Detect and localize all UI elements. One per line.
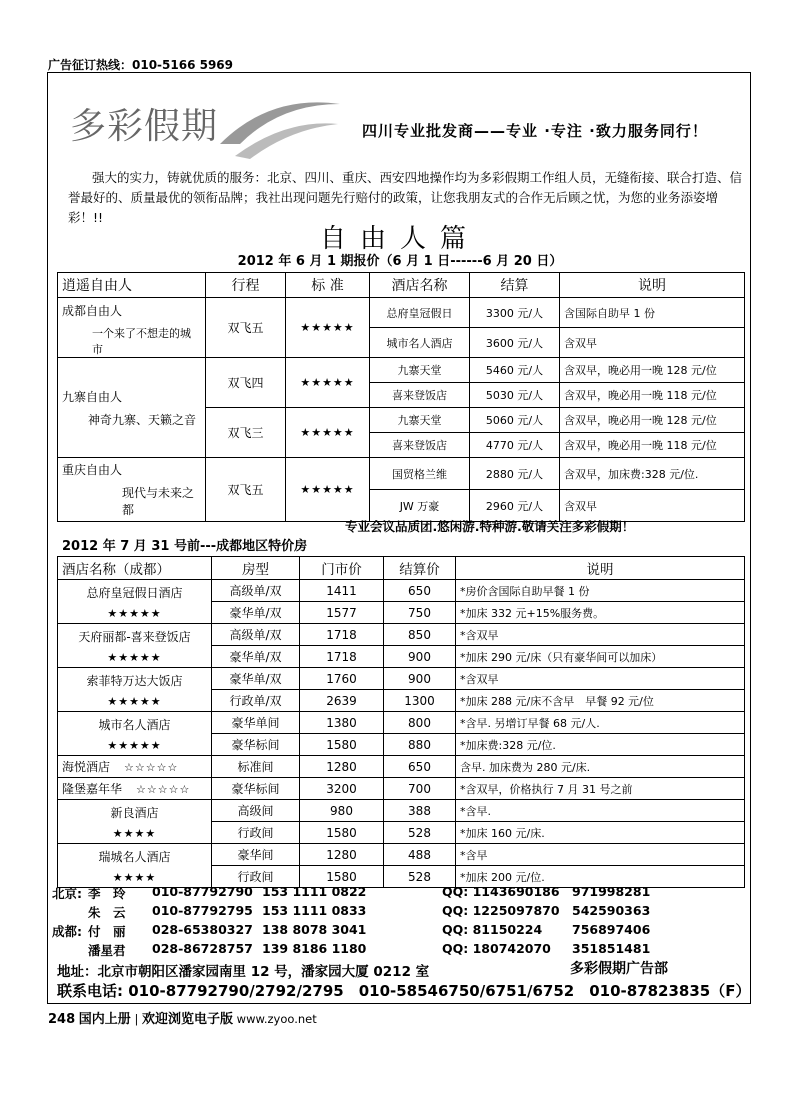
contact-qq-alt: 351851481 xyxy=(572,941,651,956)
product-subtitle: 一个来了不想走的城市 xyxy=(92,327,191,356)
note: *含双早 xyxy=(456,668,745,690)
column-header: 说明 xyxy=(456,557,745,580)
section-title: 自由人篇 xyxy=(319,224,480,254)
room-type: 标准间 xyxy=(212,756,300,778)
table-row xyxy=(58,668,745,690)
room-type: 高级单/双 xyxy=(212,580,300,602)
hotel-cell xyxy=(58,668,212,712)
hotel-cell xyxy=(58,800,212,844)
star-rating: ★★★★★ xyxy=(107,606,162,620)
table-row xyxy=(58,844,745,866)
hotel-name: 城市名人酒店 xyxy=(370,328,470,358)
note: 含双早，加床费:328 元/位. xyxy=(560,458,745,490)
note: *含双早 xyxy=(456,624,745,646)
note: *加床 290 元/床（只有豪华间可以加床） xyxy=(456,646,745,668)
net-rate: 1300 xyxy=(384,690,456,712)
room-type: 行政间 xyxy=(212,866,300,888)
department: 多彩假期广告部 xyxy=(570,961,668,977)
net-rate: 388 xyxy=(384,800,456,822)
note: *含早. 另增订早餐 68 元/人. xyxy=(456,712,745,734)
table-row xyxy=(58,580,745,602)
price: 2880 元/人 xyxy=(470,458,560,490)
contact-qq-alt: 756897406 xyxy=(572,922,651,937)
star-rating: ★★★★★ xyxy=(286,298,370,358)
column-header: 结算 xyxy=(470,273,560,298)
table-row xyxy=(58,298,745,328)
contact-phones: 联系电话: 010-87792790/2792/2795 010-58546750/6751/6752 010-87823835（F） xyxy=(57,982,751,1000)
note: *加床 332 元+15%服务费。 xyxy=(456,602,745,624)
room-type: 豪华单间 xyxy=(212,712,300,734)
rack-rate: 1718 xyxy=(300,646,384,668)
note: 含双早 xyxy=(560,328,745,358)
price: 3300 元/人 xyxy=(470,298,560,328)
contact-tel: 028-86728757 xyxy=(152,941,253,956)
rack-rate: 1280 xyxy=(300,756,384,778)
note: *房价含国际自助早餐 1 份 xyxy=(456,580,745,602)
rack-rate: 980 xyxy=(300,800,384,822)
note: *含早 xyxy=(456,844,745,866)
hotel-cell xyxy=(58,756,212,778)
price: 5460 元/人 xyxy=(470,358,560,383)
product-name: 九寨自由人 xyxy=(62,389,123,404)
note: 含双早，晚必用一晚 118 元/位 xyxy=(560,433,745,458)
room-type: 行政间 xyxy=(212,822,300,844)
star-rating: ★★★★★ xyxy=(286,408,370,458)
contact-mobile: 153 1111 0822 xyxy=(262,884,367,899)
hotel-cell xyxy=(58,778,212,800)
note: *含双早，价格执行 7 月 31 号之前 xyxy=(456,778,745,800)
hotel-name: JW 万豪 xyxy=(370,490,470,522)
special-rooms-table xyxy=(57,556,745,888)
room-type: 豪华单/双 xyxy=(212,602,300,624)
contact-tel: 010-87792790 xyxy=(152,884,253,899)
ad-hotline: 广告征订热线：010-5166 5969 xyxy=(48,58,234,72)
hotel-name: 总府皇冠假日 xyxy=(370,298,470,328)
contact-tel: 028-65380327 xyxy=(152,922,253,937)
net-rate: 900 xyxy=(384,646,456,668)
price: 4770 元/人 xyxy=(470,433,560,458)
note: *加床 200 元/位. xyxy=(456,866,745,888)
net-rate: 900 xyxy=(384,668,456,690)
intro-paragraph: 强大的实力，铸就优质的服务：北京、四川、重庆、西安四地操作均为多彩假期工作组人员，无缝衔接、联合打造、信誉最好的、质量最优的领衔品牌；我社出现问题先行赔付的政策，让您我朋友式的合作无后顾之忧，为您的业务添姿增彩！!! xyxy=(68,170,743,225)
product-cell xyxy=(58,298,206,358)
star-rating: ★★★★ xyxy=(112,870,157,884)
note: 含双早，晚必用一晚 128 元/位 xyxy=(560,408,745,433)
hotel-name: 隆堡嘉年华 xyxy=(62,782,123,796)
net-rate: 488 xyxy=(384,844,456,866)
note: 含双早，晚必用一晚 118 元/位 xyxy=(560,383,745,408)
note: *加床 160 元/床. xyxy=(456,822,745,844)
hotel-cell xyxy=(58,844,212,888)
logo-text: 多彩假期 xyxy=(70,106,219,147)
room-type: 豪华标间 xyxy=(212,778,300,800)
column-header: 酒店名称（成都） xyxy=(58,557,212,580)
room-type: 豪华间 xyxy=(212,844,300,866)
price: 5030 元/人 xyxy=(470,383,560,408)
price-period: 2012 年 6 月 1 期报价（6 月 1 日------6 月 20 日） xyxy=(237,254,563,269)
contact-tel: 010-87792795 xyxy=(152,903,253,918)
column-header: 说明 xyxy=(560,273,745,298)
hotel-name: 九寨天堂 xyxy=(370,408,470,433)
room-type: 豪华标间 xyxy=(212,734,300,756)
contact-qq: QQ: 180742070 xyxy=(442,941,551,956)
net-rate: 750 xyxy=(384,602,456,624)
contact-qq-alt: 971998281 xyxy=(572,884,651,899)
column-header: 酒店名称 xyxy=(370,273,470,298)
rack-rate: 1577 xyxy=(300,602,384,624)
hotel-name: 总府皇冠假日酒店 xyxy=(86,585,183,600)
trip-cell: 双飞四 xyxy=(206,358,286,408)
contact-qq: QQ: 1143690186 xyxy=(442,884,560,899)
contact-mobile: 138 8078 3041 xyxy=(262,922,367,937)
trip-cell: 双飞五 xyxy=(206,298,286,358)
column-header: 房型 xyxy=(212,557,300,580)
net-rate: 880 xyxy=(384,734,456,756)
address: 地址：北京市朝阳区潘家园南里 12 号，潘家园大厦 0212 室 xyxy=(57,964,430,980)
star-rating: ★★★★★ xyxy=(107,738,162,752)
net-rate: 850 xyxy=(384,624,456,646)
rack-rate: 1760 xyxy=(300,668,384,690)
column-header: 结算价 xyxy=(384,557,456,580)
table-row xyxy=(58,712,745,734)
rack-rate: 2639 xyxy=(300,690,384,712)
contact-qq-alt: 542590363 xyxy=(572,903,651,918)
table-row xyxy=(58,624,745,646)
free-travel-table xyxy=(57,272,745,522)
hotel-cell xyxy=(58,712,212,756)
hotel-name: 喜来登饭店 xyxy=(370,433,470,458)
hotel-name: 国贸格兰维 xyxy=(370,458,470,490)
net-rate: 528 xyxy=(384,822,456,844)
hotel-name: 新良酒店 xyxy=(110,805,159,820)
note: *含早. xyxy=(456,800,745,822)
star-rating: ★★★★★ xyxy=(286,458,370,522)
page-number: 248 xyxy=(48,1012,76,1027)
hotel-name: 天府丽都-喜来登饭店 xyxy=(78,629,191,644)
star-rating: ★★★★★ xyxy=(107,694,162,708)
contact-city: 成都: xyxy=(52,924,82,939)
footer-url[interactable]: www.zyoo.net xyxy=(236,1012,317,1026)
column-header: 门市价 xyxy=(300,557,384,580)
table-row xyxy=(58,756,745,778)
product-subtitle: 神奇九寨、天籁之音 xyxy=(88,412,197,427)
room-type: 行政单/双 xyxy=(212,690,300,712)
price: 2960 元/人 xyxy=(470,490,560,522)
table-row xyxy=(58,800,745,822)
star-rating: ☆☆☆☆☆ xyxy=(136,783,191,796)
note: 含双早，晚必用一晚 128 元/位 xyxy=(560,358,745,383)
hotel-name: 瑞城名人酒店 xyxy=(98,849,171,864)
service-note: 专业会议品质团.悠闲游.特种游.敬请关注多彩假期！ xyxy=(345,519,635,534)
room-type: 豪华单/双 xyxy=(212,646,300,668)
star-rating: ★★★★★ xyxy=(107,650,162,664)
rack-rate: 1580 xyxy=(300,822,384,844)
contact-name: 朱 云 xyxy=(88,905,126,920)
rack-rate: 1411 xyxy=(300,580,384,602)
contact-name: 付 丽 xyxy=(88,924,126,939)
star-rating: ★★★★ xyxy=(112,826,157,840)
note: *加床 288 元/床不含早 早餐 92 元/位 xyxy=(456,690,745,712)
room-type: 豪华单/双 xyxy=(212,668,300,690)
page-footer xyxy=(48,1008,317,1027)
net-rate: 650 xyxy=(384,580,456,602)
rack-rate: 1580 xyxy=(300,734,384,756)
table-header-row xyxy=(58,273,745,298)
rack-rate: 1718 xyxy=(300,624,384,646)
star-rating: ☆☆☆☆☆ xyxy=(124,761,179,774)
contact-mobile: 153 1111 0833 xyxy=(262,903,367,918)
table-row xyxy=(58,358,745,383)
room-type: 高级间 xyxy=(212,800,300,822)
rack-rate: 1380 xyxy=(300,712,384,734)
product-cell xyxy=(58,358,206,458)
column-header: 标 准 xyxy=(286,273,370,298)
contact-qq: QQ: 1225097870 xyxy=(442,903,560,918)
special-rooms-title: 2012 年 7 月 31 号前---成都地区特价房 xyxy=(62,539,308,554)
hotel-name: 城市名人酒店 xyxy=(98,717,171,732)
table-row xyxy=(58,458,745,490)
footer-section: 国内上册 xyxy=(78,1012,131,1027)
rack-rate: 3200 xyxy=(300,778,384,800)
contact-qq: QQ: 81150224 xyxy=(442,922,543,937)
table-header-row xyxy=(58,557,745,580)
net-rate: 700 xyxy=(384,778,456,800)
table-row xyxy=(58,778,745,800)
footer-note: 欢迎浏览电子版 xyxy=(142,1012,234,1027)
hotel-name: 喜来登饭店 xyxy=(370,383,470,408)
note: *加床费:328 元/位. xyxy=(456,734,745,756)
star-rating: ★★★★★ xyxy=(286,358,370,408)
product-subtitle: 现代与未来之都 xyxy=(122,486,195,517)
price: 5060 元/人 xyxy=(470,408,560,433)
hotel-name: 海悦酒店 xyxy=(62,760,111,774)
hotel-name: 九寨天堂 xyxy=(370,358,470,383)
hotel-cell xyxy=(58,580,212,624)
product-name: 成都自由人 xyxy=(62,304,123,318)
room-type: 高级单/双 xyxy=(212,624,300,646)
contact-name: 李 玲 xyxy=(88,886,126,901)
hotel-cell xyxy=(58,624,212,668)
logo xyxy=(70,84,340,174)
net-rate: 650 xyxy=(384,756,456,778)
trip-cell: 双飞五 xyxy=(206,458,286,522)
footer-divider: | xyxy=(134,1012,139,1026)
net-rate: 528 xyxy=(384,866,456,888)
product-cell xyxy=(58,458,206,522)
rack-rate: 1580 xyxy=(300,866,384,888)
contact-mobile: 139 8186 1180 xyxy=(262,941,367,956)
rack-rate: 1280 xyxy=(300,844,384,866)
note: 含双早 xyxy=(560,490,745,522)
slogan: 四川专业批发商——专业 ·专注 ·致力服务同行！ xyxy=(362,122,708,140)
net-rate: 800 xyxy=(384,712,456,734)
note: 含国际自助早 1 份 xyxy=(560,298,745,328)
product-name: 重庆自由人 xyxy=(62,463,123,477)
contact-city: 北京: xyxy=(52,886,82,901)
price: 3600 元/人 xyxy=(470,328,560,358)
column-header: 逍遥自由人 xyxy=(58,273,206,298)
column-header: 行程 xyxy=(206,273,286,298)
hotel-name: 索菲特万达大饭店 xyxy=(86,673,183,688)
trip-cell: 双飞三 xyxy=(206,408,286,458)
note: 含早. 加床费为 280 元/床. xyxy=(456,756,745,778)
contact-name: 潘星君 xyxy=(88,943,126,958)
